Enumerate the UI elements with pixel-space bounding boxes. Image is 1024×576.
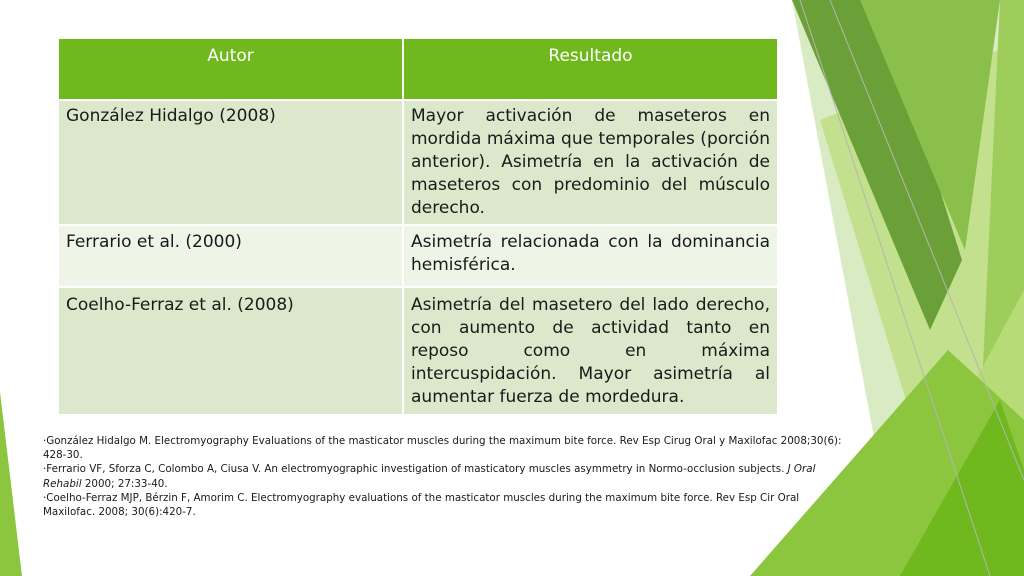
cell-autor: González Hidalgo (2008)	[58, 100, 403, 225]
cell-resultado: Asimetría relacionada con la dominancia hemisférica.	[403, 225, 778, 287]
reference-item	[43, 462, 843, 490]
cell-autor: Coelho-Ferraz et al. (2008)	[58, 287, 403, 415]
reference-text: 2000; 27:33-40.	[81, 477, 168, 490]
references-list	[43, 434, 843, 519]
header-autor: Autor	[58, 38, 403, 100]
cell-resultado: Mayor activación de maseteros en mordida máxima que temporales (porción anterior). Asimetría en la activación de maseteros con predominio del músculo derecho.	[403, 100, 778, 225]
reference-journal: J Oral Rehabil	[43, 463, 816, 490]
table-row	[58, 225, 778, 287]
left-accent-shape	[0, 392, 22, 576]
cell-autor: Ferrario et al. (2000)	[58, 225, 403, 287]
header-resultado: Resultado	[403, 38, 778, 100]
table-row	[58, 100, 778, 225]
reference-item: ·Coelho-Ferraz MJP, Bérzin F, Amorim C. Electromyography evaluations of the masticator muscles during the maximum bite force. Rev Esp Cir Oral Maxilofac. 2008; 30(6):420-7.	[43, 491, 800, 519]
results-table	[57, 37, 779, 416]
cell-resultado: Asimetría del masetero del lado derecho, con aumento de actividad tanto en reposo como en máxima intercuspidación. Mayor asimetría al aumentar fuerza de mordedura.	[403, 287, 778, 415]
table-header-row	[58, 38, 778, 100]
table-row	[58, 287, 778, 415]
reference-text: ·Ferrario VF, Sforza C, Colombo A, Ciusa V. An electromyographic investigation of masticatory muscles asymmetry in Normo-occlusion subjects.	[43, 463, 788, 476]
reference-item: ·González Hidalgo M. Electromyography Evaluations of the masticator muscles during the maximum bite force. Rev Esp Cirug Oral y Maxilofac 2008;30(6): 428-30.	[43, 435, 842, 462]
